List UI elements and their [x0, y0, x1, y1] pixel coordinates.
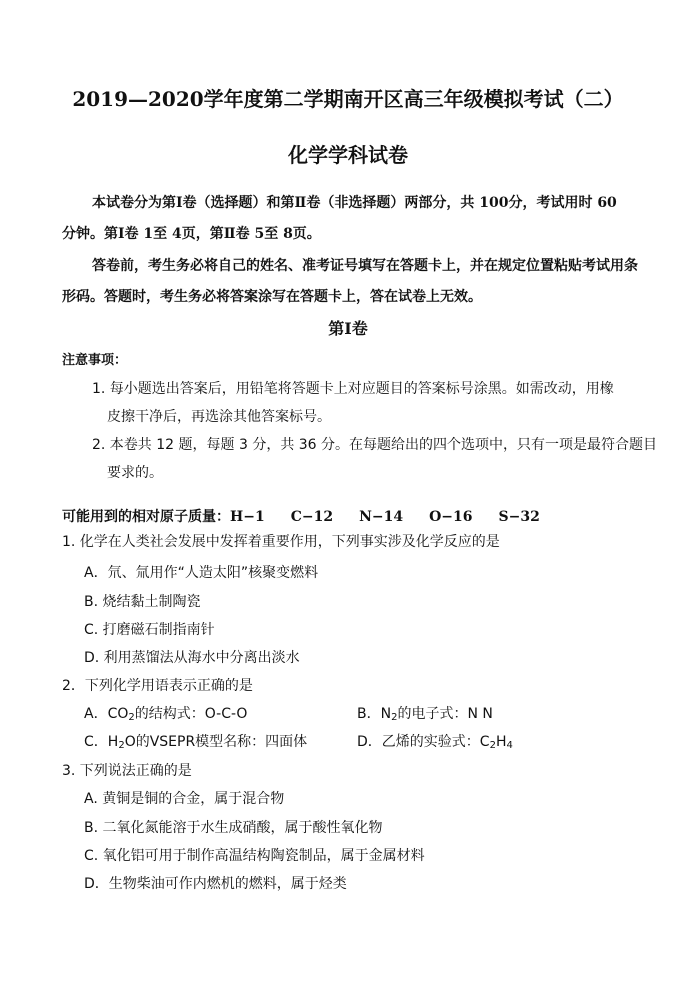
q3-option-c: C. 氧化铝可用于制作高温结构陶瓷制品，属于金属材料 [84, 848, 425, 864]
atomic-mass-item: O−16 [429, 509, 473, 525]
q3-option-b: B. 二氧化氮能溶于水生成硝酸，属于酸性氧化物 [84, 820, 383, 836]
q2-option-c: C．$H_2O$的VSEPR模型名称：四面体 [84, 734, 308, 751]
section-title: 第Ⅰ卷 [328, 319, 368, 338]
intro-line-4: 形码。答题时，考生务必将答案涂写在答题卡上，答在试卷上无效。 [62, 289, 482, 305]
atomic-mass-item: S−32 [498, 509, 540, 525]
intro-line-2: 分钟。第Ⅰ卷 1至 4页，第Ⅱ卷 5至 8页。 [62, 226, 321, 242]
note-line-2: 皮擦干净后，再选涂其他答案标号。 [107, 409, 331, 425]
intro-line-3: 答卷前，考生务必将自己的姓名、准考证号填写在答题卡上，并在规定位置粘贴考试用条 [92, 258, 638, 274]
q2-stem: 2．下列化学用语表示正确的是 [62, 678, 253, 694]
q3-option-a: A. 黄铜是铜的合金，属于混合物 [84, 791, 285, 807]
notes-heading: 注意事项： [62, 353, 128, 368]
atomic-mass-label: 可能用到的相对原子质量： [62, 509, 230, 525]
note-line-4: 要求的。 [107, 465, 163, 481]
q1-option-d: D. 利用蒸馏法从海水中分离出淡水 [84, 650, 300, 666]
q1-stem: 1. 化学在人类社会发展中发挥着重要作用，下列事实涉及化学反应的是 [62, 534, 500, 550]
q2-option-a: A．$CO_2$的结构式：O-C-O [84, 706, 248, 723]
q1-option-c: C. 打磨磁石制指南针 [84, 622, 215, 638]
q2-option-b: B．$N_2$的电子式：N N [357, 706, 493, 723]
q1-option-a: A．氘、氚用作“人造太阳”核聚变燃料 [84, 565, 319, 581]
q1-option-b: B. 烧结黏土制陶瓷 [84, 594, 201, 610]
atomic-mass-item: H−1 [230, 509, 265, 525]
q3-stem: 3. 下列说法正确的是 [62, 763, 192, 779]
note-line-3: 2. 本卷共 12 题，每题 3 分，共 36 分。在每题给出的四个选项中，只有一项是最符合题目 [92, 437, 658, 453]
atomic-mass-line [62, 510, 566, 524]
q2-option-d: D．乙烯的实验式：$C_2H_4$ [357, 734, 513, 751]
intro-line-1: 本试卷分为第Ⅰ卷（选择题）和第Ⅱ卷（非选择题）两部分，共 100分，考试用时 60 [92, 195, 617, 211]
note-line-1: 1. 每小题选出答案后，用铅笔将答题卡上对应题目的答案标号涂黑。如需改动，用橡 [92, 381, 614, 397]
atomic-mass-item: N−14 [359, 509, 404, 525]
exam-subtitle: 化学学科试卷 [288, 143, 408, 167]
exam-title: 2019—2020学年度第二学期南开区高三年级模拟考试（二） [72, 87, 624, 111]
atomic-mass-item: C−12 [290, 509, 334, 525]
q3-option-d: D．生物柴油可作内燃机的燃料，属于烃类 [84, 876, 347, 892]
